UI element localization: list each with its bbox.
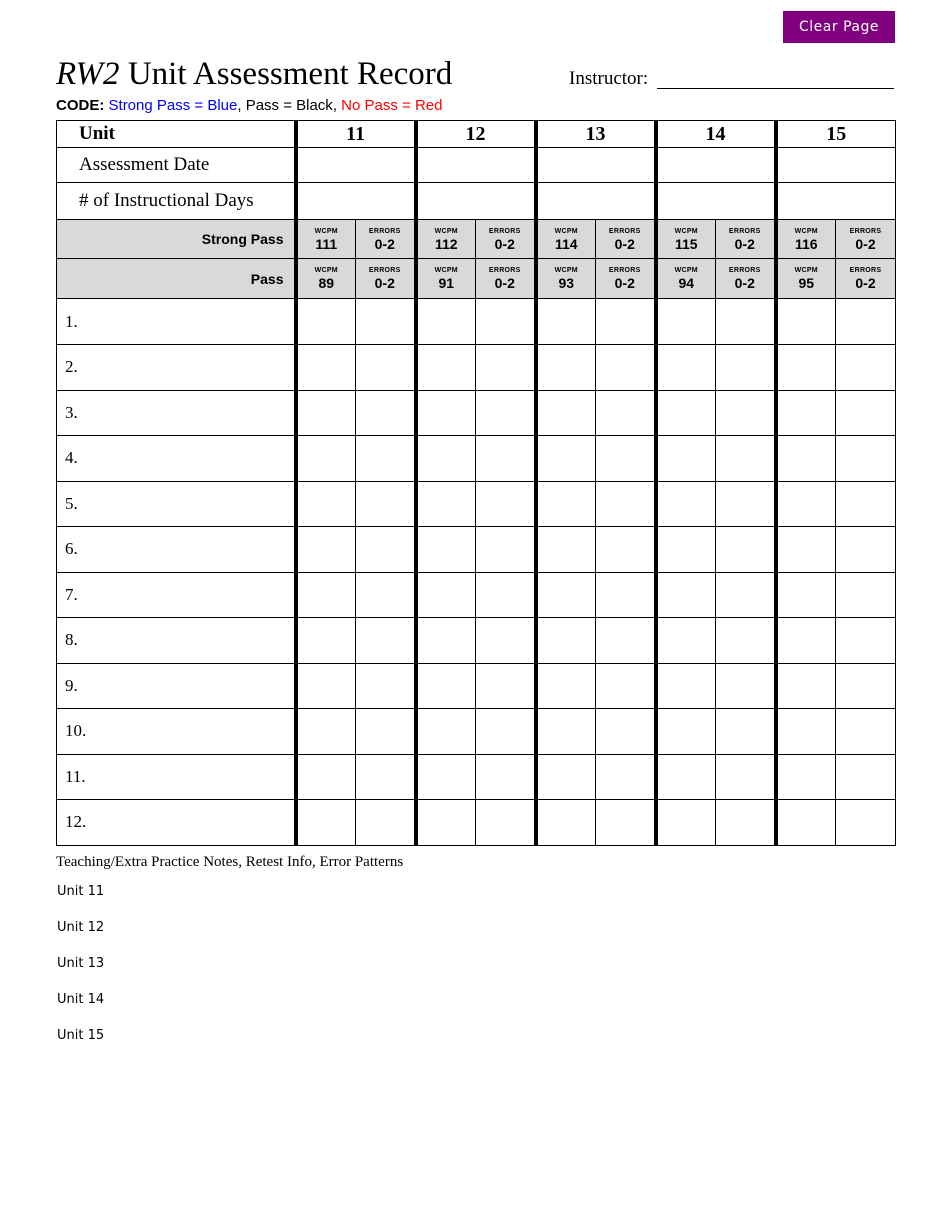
student-number: 5.: [57, 481, 296, 527]
score-cell[interactable]: [296, 527, 356, 573]
score-cell[interactable]: [776, 663, 836, 709]
score-cell[interactable]: [776, 618, 836, 664]
score-cell[interactable]: [596, 481, 656, 527]
student-row: [57, 345, 896, 391]
score-cell[interactable]: [596, 709, 656, 755]
instructional-days-row: [57, 183, 896, 220]
score-cell[interactable]: [536, 618, 596, 664]
score-cell[interactable]: [776, 345, 836, 391]
score-cell[interactable]: [596, 390, 656, 436]
score-cell[interactable]: [296, 436, 356, 482]
page-title: [56, 56, 452, 93]
score-cell[interactable]: [716, 345, 776, 391]
score-cell[interactable]: [536, 800, 596, 846]
pass-row-wcpm: [416, 259, 476, 299]
title-rest: Unit Assessment Record: [119, 56, 453, 92]
score-cell[interactable]: [716, 481, 776, 527]
student-number: 2.: [57, 345, 296, 391]
strong-pass-row-wcpm: [776, 220, 836, 259]
student-row: [57, 390, 896, 436]
pass-row-errors: [836, 259, 896, 299]
code-sep: ,: [237, 97, 246, 114]
score-cell[interactable]: [356, 436, 416, 482]
score-cell[interactable]: [836, 481, 896, 527]
strong-pass-row-wcpm: [656, 220, 716, 259]
score-cell[interactable]: [296, 299, 356, 345]
score-cell[interactable]: [296, 618, 356, 664]
score-cell[interactable]: [596, 436, 656, 482]
score-cell[interactable]: [656, 572, 716, 618]
student-number: 9.: [57, 663, 296, 709]
errors-value: 0-2: [855, 235, 876, 252]
errors-value: 0-2: [855, 275, 876, 291]
notes-unit-0: Unit 11: [57, 884, 105, 899]
score-cell[interactable]: [776, 709, 836, 755]
wcpm-label: WCPM: [554, 227, 578, 235]
instructor-field[interactable]: [657, 88, 894, 89]
score-cell[interactable]: [356, 527, 416, 573]
score-cell[interactable]: [716, 800, 776, 846]
score-cell[interactable]: [716, 299, 776, 345]
errors-label: ERRORS: [368, 267, 401, 274]
score-cell[interactable]: [356, 663, 416, 709]
assessment-date-row-cell[interactable]: [536, 148, 656, 183]
score-cell[interactable]: [476, 436, 536, 482]
errors-label: ERRORS: [608, 227, 641, 235]
notes-unit-1: Unit 12: [57, 920, 105, 935]
score-cell[interactable]: [656, 299, 716, 345]
strong-pass-row: [57, 220, 896, 259]
score-cell[interactable]: [476, 390, 536, 436]
student-row: [57, 572, 896, 618]
strong-pass-row-label: Strong Pass: [57, 220, 296, 259]
score-cell[interactable]: [296, 754, 356, 800]
score-cell[interactable]: [716, 618, 776, 664]
score-cell[interactable]: [476, 345, 536, 391]
score-cell[interactable]: [776, 299, 836, 345]
errors-value: 0-2: [494, 275, 515, 291]
wcpm-label: WCPM: [674, 227, 698, 235]
student-row: [57, 754, 896, 800]
score-cell[interactable]: [416, 800, 476, 846]
strong-pass-row-errors: [476, 220, 536, 259]
score-cell[interactable]: [776, 527, 836, 573]
score-cell[interactable]: [416, 572, 476, 618]
student-row: [57, 618, 896, 664]
score-cell[interactable]: [596, 572, 656, 618]
instructional-days-row-cell[interactable]: [656, 183, 776, 220]
wcpm-value: 112: [434, 235, 458, 252]
score-cell[interactable]: [656, 390, 716, 436]
assessment-record-table: [56, 120, 896, 846]
instructional-days-row-cell[interactable]: [416, 183, 536, 220]
wcpm-label: WCPM: [794, 267, 818, 274]
score-cell[interactable]: [716, 436, 776, 482]
instructor-label: Instructor:: [569, 68, 649, 89]
student-number: 1.: [57, 299, 296, 345]
score-cell[interactable]: [356, 390, 416, 436]
score-cell[interactable]: [536, 390, 596, 436]
score-cell[interactable]: [476, 299, 536, 345]
score-cell[interactable]: [656, 436, 716, 482]
errors-label: ERRORS: [488, 227, 521, 235]
score-cell[interactable]: [656, 800, 716, 846]
student-number: 8.: [57, 618, 296, 664]
errors-value: 0-2: [614, 235, 635, 252]
student-row: [57, 299, 896, 345]
notes-title: Teaching/Extra Practice Notes, Retest Info, Error Patterns: [56, 854, 404, 870]
score-cell[interactable]: [776, 800, 836, 846]
score-cell[interactable]: [596, 663, 656, 709]
score-cell[interactable]: [536, 709, 596, 755]
code-sep: ,: [332, 97, 342, 114]
score-cell[interactable]: [416, 663, 476, 709]
score-cell[interactable]: [416, 390, 476, 436]
wcpm-label: WCPM: [554, 267, 578, 274]
wcpm-value: 95: [798, 275, 815, 291]
color-code-legend: [56, 97, 442, 114]
strong-pass-row-wcpm: [536, 220, 596, 259]
score-cell[interactable]: [776, 390, 836, 436]
errors-value: 0-2: [734, 275, 755, 291]
pass-row-errors: [596, 259, 656, 299]
pass-row-errors: [476, 259, 536, 299]
wcpm-value: 111: [315, 235, 338, 252]
score-cell[interactable]: [536, 663, 596, 709]
notes-unit-2: Unit 13: [57, 956, 105, 971]
score-cell[interactable]: [536, 299, 596, 345]
score-cell[interactable]: [596, 299, 656, 345]
pass-row-errors: [356, 259, 416, 299]
score-cell[interactable]: [416, 618, 476, 664]
score-cell[interactable]: [776, 436, 836, 482]
student-number: 4.: [57, 436, 296, 482]
score-cell[interactable]: [836, 754, 896, 800]
score-cell[interactable]: [356, 754, 416, 800]
score-cell[interactable]: [836, 709, 896, 755]
errors-label: ERRORS: [728, 267, 761, 274]
strong-pass-row-errors: [716, 220, 776, 259]
score-cell[interactable]: [716, 663, 776, 709]
unit-header-label: Unit: [57, 121, 296, 148]
score-cell[interactable]: [836, 527, 896, 573]
assessment-date-row: [57, 148, 896, 183]
wcpm-label: WCPM: [314, 267, 338, 274]
wcpm-value: 114: [554, 235, 578, 252]
student-number: 3.: [57, 390, 296, 436]
assessment-date-row-cell[interactable]: [656, 148, 776, 183]
score-cell[interactable]: [716, 709, 776, 755]
pass-row: [57, 259, 896, 299]
score-cell[interactable]: [716, 754, 776, 800]
score-cell[interactable]: [596, 618, 656, 664]
wcpm-value: 93: [558, 275, 575, 291]
student-row: [57, 709, 896, 755]
strong-pass-row-errors: [836, 220, 896, 259]
score-cell[interactable]: [836, 345, 896, 391]
code-label: CODE:: [56, 97, 105, 114]
score-cell[interactable]: [476, 663, 536, 709]
pass-row-errors: [716, 259, 776, 299]
score-cell[interactable]: [416, 481, 476, 527]
score-cell[interactable]: [596, 800, 656, 846]
score-cell[interactable]: [596, 527, 656, 573]
score-cell[interactable]: [596, 754, 656, 800]
wcpm-label: WCPM: [674, 267, 698, 274]
assessment-date-row-cell[interactable]: [416, 148, 536, 183]
instructional-days-row-cell[interactable]: [776, 183, 896, 220]
score-cell[interactable]: [476, 481, 536, 527]
pass-row-wcpm: [776, 259, 836, 299]
score-cell[interactable]: [296, 390, 356, 436]
score-cell[interactable]: [776, 754, 836, 800]
errors-value: 0-2: [374, 235, 395, 252]
assessment-date-row-cell[interactable]: [296, 148, 416, 183]
score-cell[interactable]: [416, 345, 476, 391]
score-cell[interactable]: [296, 345, 356, 391]
score-cell[interactable]: [836, 436, 896, 482]
unit-header-3: 14: [656, 121, 776, 148]
score-cell[interactable]: [476, 527, 536, 573]
score-cell[interactable]: [656, 663, 716, 709]
student-number: 12.: [57, 800, 296, 846]
student-row: [57, 800, 896, 846]
unit-header-1: 12: [416, 121, 536, 148]
wcpm-value: 91: [438, 275, 455, 291]
strong-pass-row-wcpm: [416, 220, 476, 259]
score-cell[interactable]: [416, 754, 476, 800]
score-cell[interactable]: [836, 299, 896, 345]
student-row: [57, 663, 896, 709]
title-italic: RW2: [56, 56, 120, 92]
score-cell[interactable]: [656, 481, 716, 527]
student-number: 11.: [57, 754, 296, 800]
code-no-pass: No Pass = Red: [341, 97, 443, 114]
code-pass: Pass = Black: [245, 97, 333, 114]
errors-label: ERRORS: [368, 227, 401, 235]
score-cell[interactable]: [656, 709, 716, 755]
assessment-date-row-label: Assessment Date: [57, 148, 296, 183]
score-cell[interactable]: [536, 481, 596, 527]
wcpm-value: 116: [794, 235, 818, 252]
score-cell[interactable]: [836, 800, 896, 846]
score-cell[interactable]: [296, 481, 356, 527]
score-cell[interactable]: [536, 436, 596, 482]
errors-value: 0-2: [494, 235, 515, 252]
instructional-days-row-cell[interactable]: [296, 183, 416, 220]
strong-pass-row-wcpm: [296, 220, 356, 259]
score-cell[interactable]: [296, 800, 356, 846]
student-number: 6.: [57, 527, 296, 573]
notes-unit-4: Unit 15: [57, 1028, 105, 1043]
code-strong-pass: Strong Pass = Blue: [108, 97, 238, 114]
score-cell[interactable]: [836, 572, 896, 618]
clear-page-button[interactable]: Clear Page: [783, 11, 895, 43]
score-cell[interactable]: [836, 618, 896, 664]
score-cell[interactable]: [596, 345, 656, 391]
score-cell[interactable]: [476, 618, 536, 664]
student-row: [57, 527, 896, 573]
errors-label: ERRORS: [488, 267, 521, 274]
score-cell[interactable]: [476, 800, 536, 846]
pass-row-wcpm: [656, 259, 716, 299]
score-cell[interactable]: [536, 345, 596, 391]
pass-row-label: Pass: [57, 259, 296, 299]
score-cell[interactable]: [476, 572, 536, 618]
score-cell[interactable]: [656, 345, 716, 391]
score-cell[interactable]: [656, 527, 716, 573]
score-cell[interactable]: [296, 572, 356, 618]
student-number: 10.: [57, 709, 296, 755]
wcpm-value: 89: [318, 275, 335, 291]
instructional-days-row-label: # of Instructional Days: [57, 183, 296, 220]
wcpm-label: WCPM: [434, 267, 458, 274]
strong-pass-row-errors: [596, 220, 656, 259]
unit-header-row: [57, 121, 896, 148]
student-row: [57, 436, 896, 482]
notes-unit-3: Unit 14: [57, 992, 105, 1007]
score-cell[interactable]: [356, 618, 416, 664]
score-cell[interactable]: [476, 754, 536, 800]
pass-row-wcpm: [536, 259, 596, 299]
score-cell[interactable]: [356, 345, 416, 391]
score-cell[interactable]: [296, 663, 356, 709]
wcpm-value: 94: [678, 275, 695, 291]
score-cell[interactable]: [536, 527, 596, 573]
errors-value: 0-2: [614, 275, 635, 291]
score-cell[interactable]: [836, 663, 896, 709]
wcpm-label: WCPM: [314, 227, 338, 235]
assessment-date-row-cell[interactable]: [776, 148, 896, 183]
unit-header-2: 13: [536, 121, 656, 148]
errors-label: ERRORS: [728, 227, 761, 235]
score-cell[interactable]: [416, 436, 476, 482]
score-cell[interactable]: [716, 527, 776, 573]
score-cell[interactable]: [536, 754, 596, 800]
student-row: [57, 481, 896, 527]
wcpm-label: WCPM: [794, 227, 818, 235]
pass-row-wcpm: [296, 259, 356, 299]
score-cell[interactable]: [356, 800, 416, 846]
wcpm-label: WCPM: [434, 227, 458, 235]
score-cell[interactable]: [836, 390, 896, 436]
score-cell[interactable]: [776, 572, 836, 618]
student-number: 7.: [57, 572, 296, 618]
wcpm-value: 115: [674, 235, 698, 252]
strong-pass-row-errors: [356, 220, 416, 259]
score-cell[interactable]: [476, 709, 536, 755]
score-cell[interactable]: [716, 390, 776, 436]
score-cell[interactable]: [296, 709, 356, 755]
score-cell[interactable]: [416, 299, 476, 345]
score-cell[interactable]: [716, 572, 776, 618]
instructional-days-row-cell[interactable]: [536, 183, 656, 220]
score-cell[interactable]: [416, 527, 476, 573]
score-cell[interactable]: [776, 481, 836, 527]
score-cell[interactable]: [356, 709, 416, 755]
unit-header-4: 15: [776, 121, 896, 148]
score-cell[interactable]: [536, 572, 596, 618]
errors-value: 0-2: [734, 235, 755, 252]
score-cell[interactable]: [656, 618, 716, 664]
score-cell[interactable]: [356, 572, 416, 618]
score-cell[interactable]: [416, 709, 476, 755]
unit-header-0: 11: [296, 121, 416, 148]
errors-value: 0-2: [374, 275, 395, 291]
score-cell[interactable]: [356, 299, 416, 345]
errors-label: ERRORS: [849, 267, 882, 274]
errors-label: ERRORS: [849, 227, 882, 235]
score-cell[interactable]: [656, 754, 716, 800]
errors-label: ERRORS: [608, 267, 641, 274]
score-cell[interactable]: [356, 481, 416, 527]
